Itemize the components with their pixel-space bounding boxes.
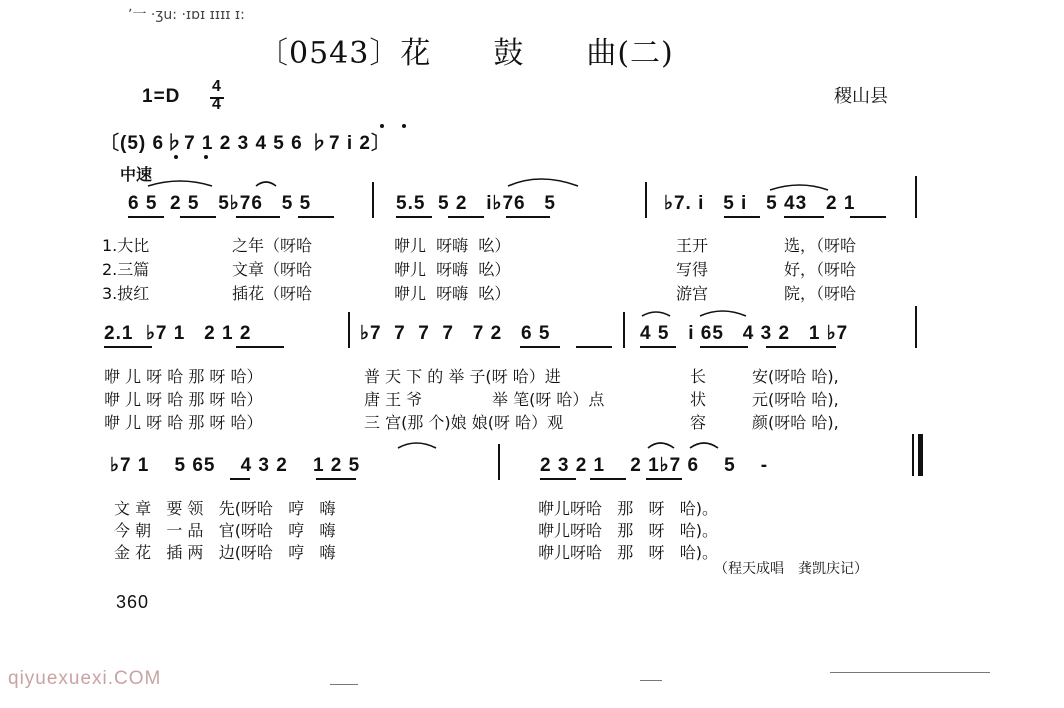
lyric-2-5: 好，（呀哈 xyxy=(784,260,857,279)
lyric-1-1: 1.大比 xyxy=(102,236,150,255)
lyric-3-1: 3.披红 xyxy=(102,284,150,303)
slur xyxy=(148,181,212,186)
lyric-s2-1-3: 长 xyxy=(690,367,707,386)
lyric-s2-2-4: 状 xyxy=(690,390,707,409)
key-signature: 1=D xyxy=(142,86,181,107)
lyric-3-3: 咿儿 呀嗨 吆） xyxy=(394,284,511,303)
slur xyxy=(690,443,718,448)
lyric-s3-2-2: 咿儿呀哈 那 呀 哈)。 xyxy=(538,521,719,540)
time-signature-top: 4 xyxy=(212,78,222,95)
lyric-s2-1-2: 普 天 下 的 举 子(呀 哈）进 xyxy=(364,367,561,386)
lyric-s3-3-1: 金 花 插 两 边(呀哈 哼 嗨 xyxy=(114,543,336,562)
system1-measure2: 5.5 5 2 i♭76 5 xyxy=(396,193,556,214)
system2-measure2: ♭7 7 7 7 7 2 6 5 xyxy=(360,323,551,344)
system1-measure1: 6 5 2 5 5♭76 5 5 xyxy=(128,193,312,214)
system3-measure1: ♭7 1 5 65 4 3 2 1 2 5 xyxy=(110,455,361,476)
lyric-2-2: 文章（呀哈 xyxy=(232,260,313,279)
lyric-1-5: 选，（呀哈 xyxy=(784,236,857,255)
slur xyxy=(508,179,578,186)
lyric-3-5: 院，（呀哈 xyxy=(784,284,857,303)
song-title: 〔0543〕花 鼓 曲(二) xyxy=(258,36,674,71)
lyric-3-2: 插花（呀哈 xyxy=(232,284,313,303)
lyric-1-4: 王开 xyxy=(676,236,709,255)
region-label: 稷山县 xyxy=(834,86,888,107)
lyric-1-3: 咿儿 呀嗨 吆） xyxy=(394,236,511,255)
scale-notation: 〔(5) 6♭7 1 2 3 4 5 6 ♭7 i 2〕 xyxy=(100,133,391,154)
lyric-s3-2-1: 今 朝 一 品 官(呀哈 哼 嗨 xyxy=(114,521,336,540)
system2-measure3: 4 5 i 65 4 3 2 1 ♭7 xyxy=(640,323,849,344)
lyric-s2-3-2: 三 宫(那 个)娘 娘(呀 哈）观 xyxy=(364,413,564,432)
lyric-s2-3-3: 容 xyxy=(690,413,707,432)
tempo-marking: 中速 xyxy=(120,165,153,184)
lyric-2-1: 2.三篇 xyxy=(102,260,150,279)
system2-measure1: 2.1 ♭7 1 2 1 2 xyxy=(104,323,252,344)
lyric-3-4: 游宫 xyxy=(676,284,709,303)
lyric-1-2: 之年（呀哈 xyxy=(232,236,313,255)
lyric-s3-1-2: 咿儿呀哈 那 呀 哈)。 xyxy=(538,499,719,518)
lyric-s2-2-1: 咿 儿 呀 哈 那 呀 哈） xyxy=(104,390,263,409)
site-watermark: qiyuexuexi.COM xyxy=(8,668,162,689)
slur xyxy=(642,312,670,316)
page-number: 360 xyxy=(116,592,150,612)
lyric-s2-2-2: 唐 王 爷 xyxy=(364,390,423,409)
slur xyxy=(700,311,746,316)
credit-line: （程天成唱 龚凯庆记） xyxy=(714,561,868,577)
top-fragment: ʼ一 ·ʒu: ·ɪɒɪ ɪɪɪɪ ɪ: xyxy=(128,7,245,23)
lyric-s2-1-1: 咿 儿 呀 哈 那 呀 哈） xyxy=(104,367,263,386)
lyric-s2-1-4: 安(呀哈 哈), xyxy=(752,367,839,386)
lyric-s2-2-3: 举 笔(呀 哈）点 xyxy=(492,390,605,409)
slur xyxy=(398,443,436,448)
lyric-2-3: 咿儿 呀嗨 吆） xyxy=(394,260,511,279)
lyric-s2-3-1: 咿 儿 呀 哈 那 呀 哈） xyxy=(104,413,263,432)
slur xyxy=(648,443,674,448)
slur xyxy=(770,185,828,190)
system3-measure2: 2 3 2 1 2 1♭7 6 5 - xyxy=(540,455,769,476)
time-signature-bottom: 4 xyxy=(212,96,222,113)
lyric-s2-3-4: 颜(呀哈 哈), xyxy=(752,413,839,432)
slur xyxy=(256,182,276,186)
lyric-s3-1-1: 文 章 要 领 先(呀哈 哼 嗨 xyxy=(114,499,336,518)
lyric-2-4: 写得 xyxy=(676,260,709,279)
lyric-s3-3-2: 咿儿呀哈 那 呀 哈)。 xyxy=(538,543,719,562)
system1-measure3: ♭7. i 5 i 5 43 2 1 xyxy=(664,193,856,214)
lyric-s2-2-5: 元(呀哈 哈), xyxy=(752,390,839,409)
